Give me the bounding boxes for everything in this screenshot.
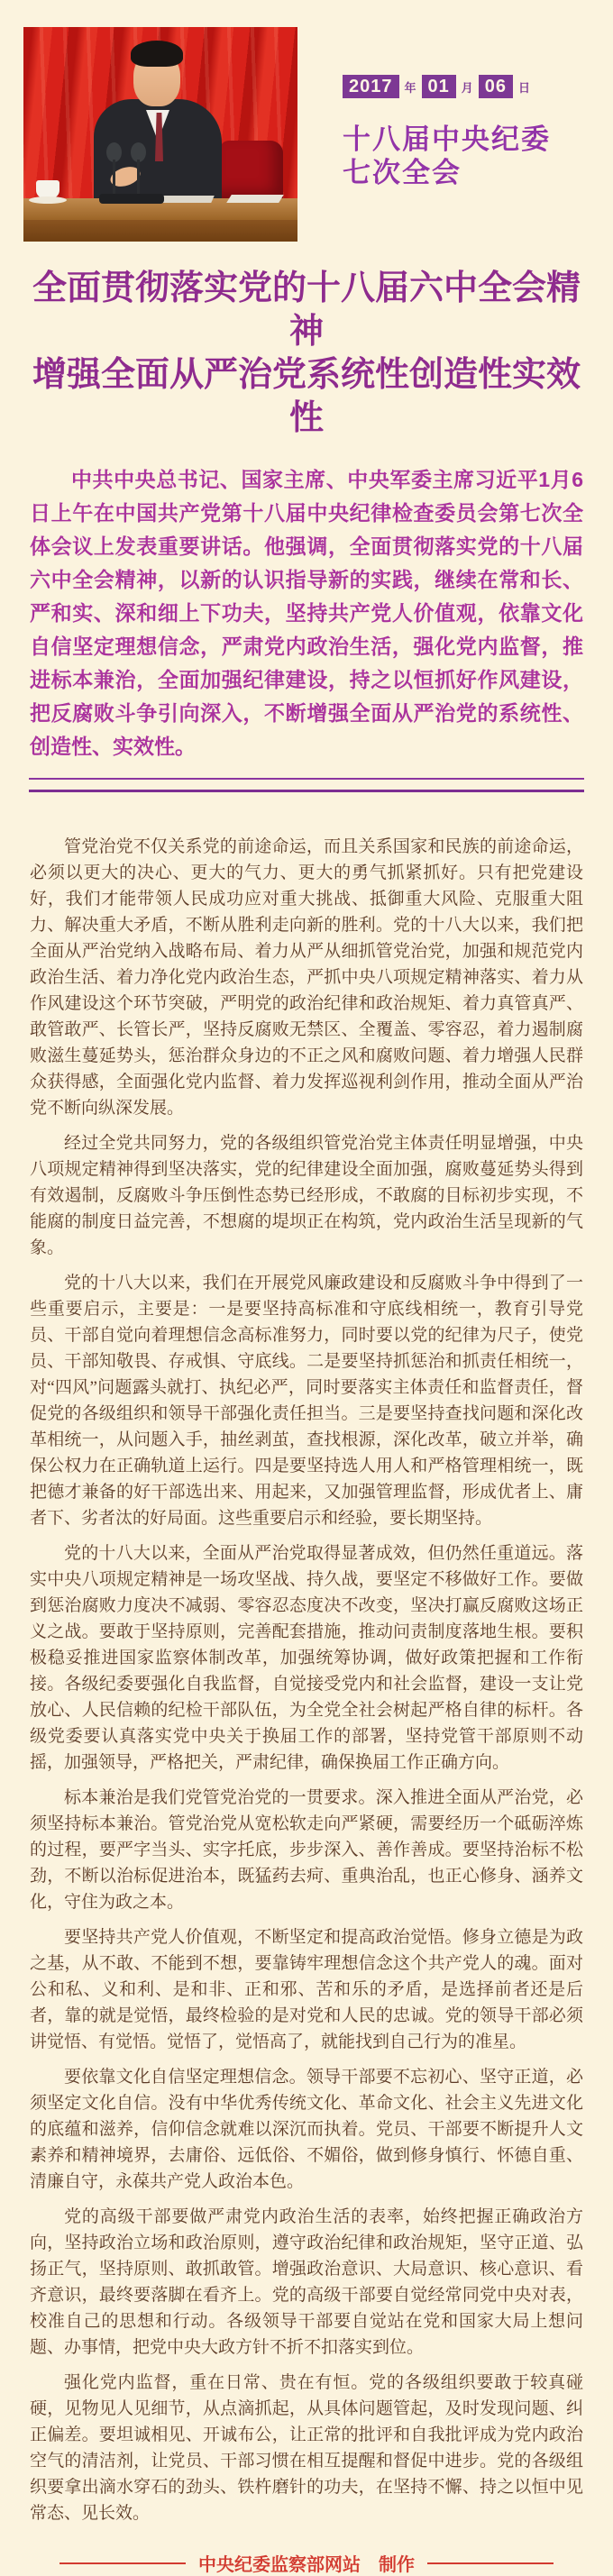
page-header	[0, 0, 613, 242]
date-month-badge: 01	[422, 75, 456, 98]
article-title-line2: 增强全面从严治党系统性创造性实效性	[32, 356, 581, 437]
body-paragraph: 管党治党不仅关系党的前途命运，而且关系国家和民族的前途命运，必须以更大的决心、更大的气力、更大的勇气抓紧抓好。只有把党建设好，我们才能带领人民成功应对重大挑战、抵御重大风险、克服重大阻力、解决重大矛盾，不断从胜利走向新的胜利。党的十八大以来，我们把全面从严治党纳入战略布局、着力从严从细抓管党治党，加强和规范党内政治生活、着力净化党内政治生态，严抓中央八项规定精神落实、着力从作风建设这个环节突破，严明党的政治纪律和政治规矩、着力真管真严、敢管敢严、长管长严，坚持反腐败无禁区、全覆盖、零容忍，着力遏制腐败滋生蔓延势头，惩治群众身边的不正之风和腐败问题、着力增强人民群众获得感，全面强化党内监督、着力发挥巡视利剑作用，推动全面从严治党不断向纵深发展。	[30, 837, 583, 1118]
date-year-unit: 年	[404, 80, 416, 95]
article-title	[27, 267, 586, 440]
body-paragraph: 党的十八大以来，我们在开展党风廉政建设和反腐败斗争中得到了一些重要启示，主要是：一是要坚持高标准和守底线相统一，教育引导党员、干部自觉向着理想信念高标准努力，同时要以党的纪律为尺子，使党员、干部知敬畏、存戒惧、守底线。二是要坚持抓惩治和抓责任相统一，对“四风”问题露头就打、执纪必严，同时要落实主体责任和监督责任，督促党的各级组织和领导干部强化责任担当。三是要坚持查找问题和深化改革相统一，从问题入手，抽丝剥茧，查找根源，深化改革，破立并举，确保公权力在正确轨道上运行。四是要坚持选人用人和严格管理相统一，既把德才兼备的好干部选出来、用起来，又加强管理监督，形成优者上、庸者下、劣者汰的好局面。这些重要启示和经验，要长期坚持。	[30, 1274, 583, 1528]
header-right-column	[343, 27, 551, 242]
microphone-base	[99, 194, 164, 204]
papers-on-desk	[157, 196, 215, 203]
body-paragraph: 强化党内监督，重在日常、贵在有恒。党的各级组织要敢于较真碰硬，见物见人见细节，从点滴抓起，从具体问题管起，及时发现问题、纠正偏差。要坦诚相见、开诚布公，让正常的批评和自我批评成为党内政治空气的清洁剂，让党员、干部习惯在相互提醒和督促中进步。党的各级组织要拿出滴水穿石的劲头、铁杵磨针的功夫，在坚持不懈、持之以恒中见常态、见长效。	[30, 2373, 583, 2523]
article-body	[30, 834, 583, 2526]
body-paragraph: 标本兼治是我们党管党治党的一贯要求。深入推进全面从严治党，必须坚持标本兼治。管党治党从宽松软走向严紧硬，需要经历一个砥砺淬炼的过程，要严字当头、实字托底，步步深入、善作善成。要坚持治标不松劲，不断以治标促进治本，既猛药去疴、重典治乱，也正心修身、涵养文化，守住为政之本。	[30, 1788, 583, 1912]
footer-rule-left	[59, 2562, 186, 2564]
desk-front	[23, 220, 297, 242]
documents-on-desk	[226, 195, 284, 203]
body-paragraph: 党的高级干部要做严肃党内政治生活的表率，始终把握正确政治方向，坚持政治立场和政治原则，遵守政治纪律和政治规矩，坚守正道、弘扬正气，坚持原则、敢抓敢管。增强政治意识、大局意识、核心意识、看齐意识，最终要落脚在看齐上。党的高级干部要自觉经常同党中央对表，校准自己的思想和行动。各级领导干部要自觉站在党和国家大局上想问题、办事情，把党中央大政方针不折不扣落实到位。	[30, 2207, 583, 2357]
body-paragraph: 经过全党共同努力，党的各级组织管党治党主体责任明显增强，中央八项规定精神得到坚决落实，党的纪律建设全面加强，腐败蔓延势头得到有效遏制，反腐败斗争压倒性态势已经形成，不敢腐的目标初步实现，不能腐的制度日益完善，不想腐的堤坝正在构筑，党内政治生活呈现新的气象。	[30, 1134, 583, 1257]
page-footer	[0, 2550, 613, 2576]
footer-rule-right	[427, 2562, 554, 2564]
session-name	[343, 123, 551, 189]
date-year-badge: 2017	[343, 75, 399, 98]
session-name-line1: 十八届中央纪委	[343, 123, 551, 155]
publish-date	[343, 75, 551, 98]
red-chair	[220, 141, 283, 200]
article-title-line1: 全面贯彻落实党的十八届六中全会精神	[32, 269, 581, 351]
hair	[131, 41, 183, 67]
date-day-badge: 06	[479, 75, 513, 98]
article-lede: 中共中央总书记、国家主席、中央军委主席习近平1月6日上午在中国共产党第十八届中央纪律检查委员会第七次全体会议上发表重要讲话。他强调，全面贯彻落实党的十八届六中全会精神，以新的认识指导新的实践，继续在常和长、严和实、深和细上下功夫，坚持共产党人价值观，依靠文化自信坚定理想信念，严肃党内政治生活，强化党内监督，推进标本兼治，全面加强纪律建设，持之以恒抓好作风建设，把反腐败斗争引向深入，不断增强全面从严治党的系统性、创造性、实效性。	[30, 468, 583, 758]
session-name-line2: 七次全会	[343, 157, 462, 188]
section-divider	[29, 778, 584, 792]
photo-xi-jinping-speech	[23, 27, 297, 242]
divider-thick-rule	[29, 790, 584, 792]
saucer	[29, 196, 67, 204]
teacup	[36, 180, 59, 198]
body-paragraph: 要坚持共产党人价值观，不断坚定和提高政治觉悟。修身立德是为政之基，从不敢、不能到不想，要靠铸牢理想信念这个共产党人的魂。面对公和私、义和利、是和非、正和邪、苦和乐的矛盾，是选择前者还是后者，靠的就是觉悟，最终检验的是对党和人民的忠诚。党的领导干部必须讲觉悟、有觉悟。觉悟了，觉悟高了，就能找到自己行为的准星。	[30, 1928, 583, 2051]
date-day-unit: 日	[518, 80, 531, 95]
divider-thin-rule	[29, 778, 584, 780]
footer-credit: 中央纪委监察部网站 制作	[198, 2555, 415, 2575]
body-paragraph: 要依靠文化自信坚定理想信念。领导干部要不忘初心、坚守正道，必须坚定文化自信。没有中华优秀传统文化、革命文化、社会主义先进文化的底蕴和滋养，信仰信念就难以深沉而执着。党员、干部要不断提升人文素养和精神境界，去庸俗、远低俗、不媚俗，做到修身慎行、怀德自重、清廉自守，永葆共产党人政治本色。	[30, 2068, 583, 2191]
date-month-unit: 月	[461, 80, 473, 95]
body-paragraph: 党的十八大以来，全面从严治党取得显著成效，但仍然任重道远。落实中央八项规定精神是一场攻坚战、持久战，要坚定不移做好工作。要做到惩治腐败力度决不减弱、零容忍态度决不改变，坚决打赢反腐败这场正义之战。要敢于坚持原则，完善配套措施，推动问责制度落地生根。要积极稳妥推进国家监察体制改革，加强统筹协调，做好政策把握和工作衔接。各级纪委要强化自我监督，自觉接受党内和社会监督，建设一支让党放心、人民信赖的纪检干部队伍，为全党全社会树起严格自律的标杆。各级党委要认真落实党中央关于换届工作的部署，坚持党管干部原则不动摇，加强领导，严格把关，严肃纪律，确保换届工作正确方向。	[30, 1544, 583, 1772]
